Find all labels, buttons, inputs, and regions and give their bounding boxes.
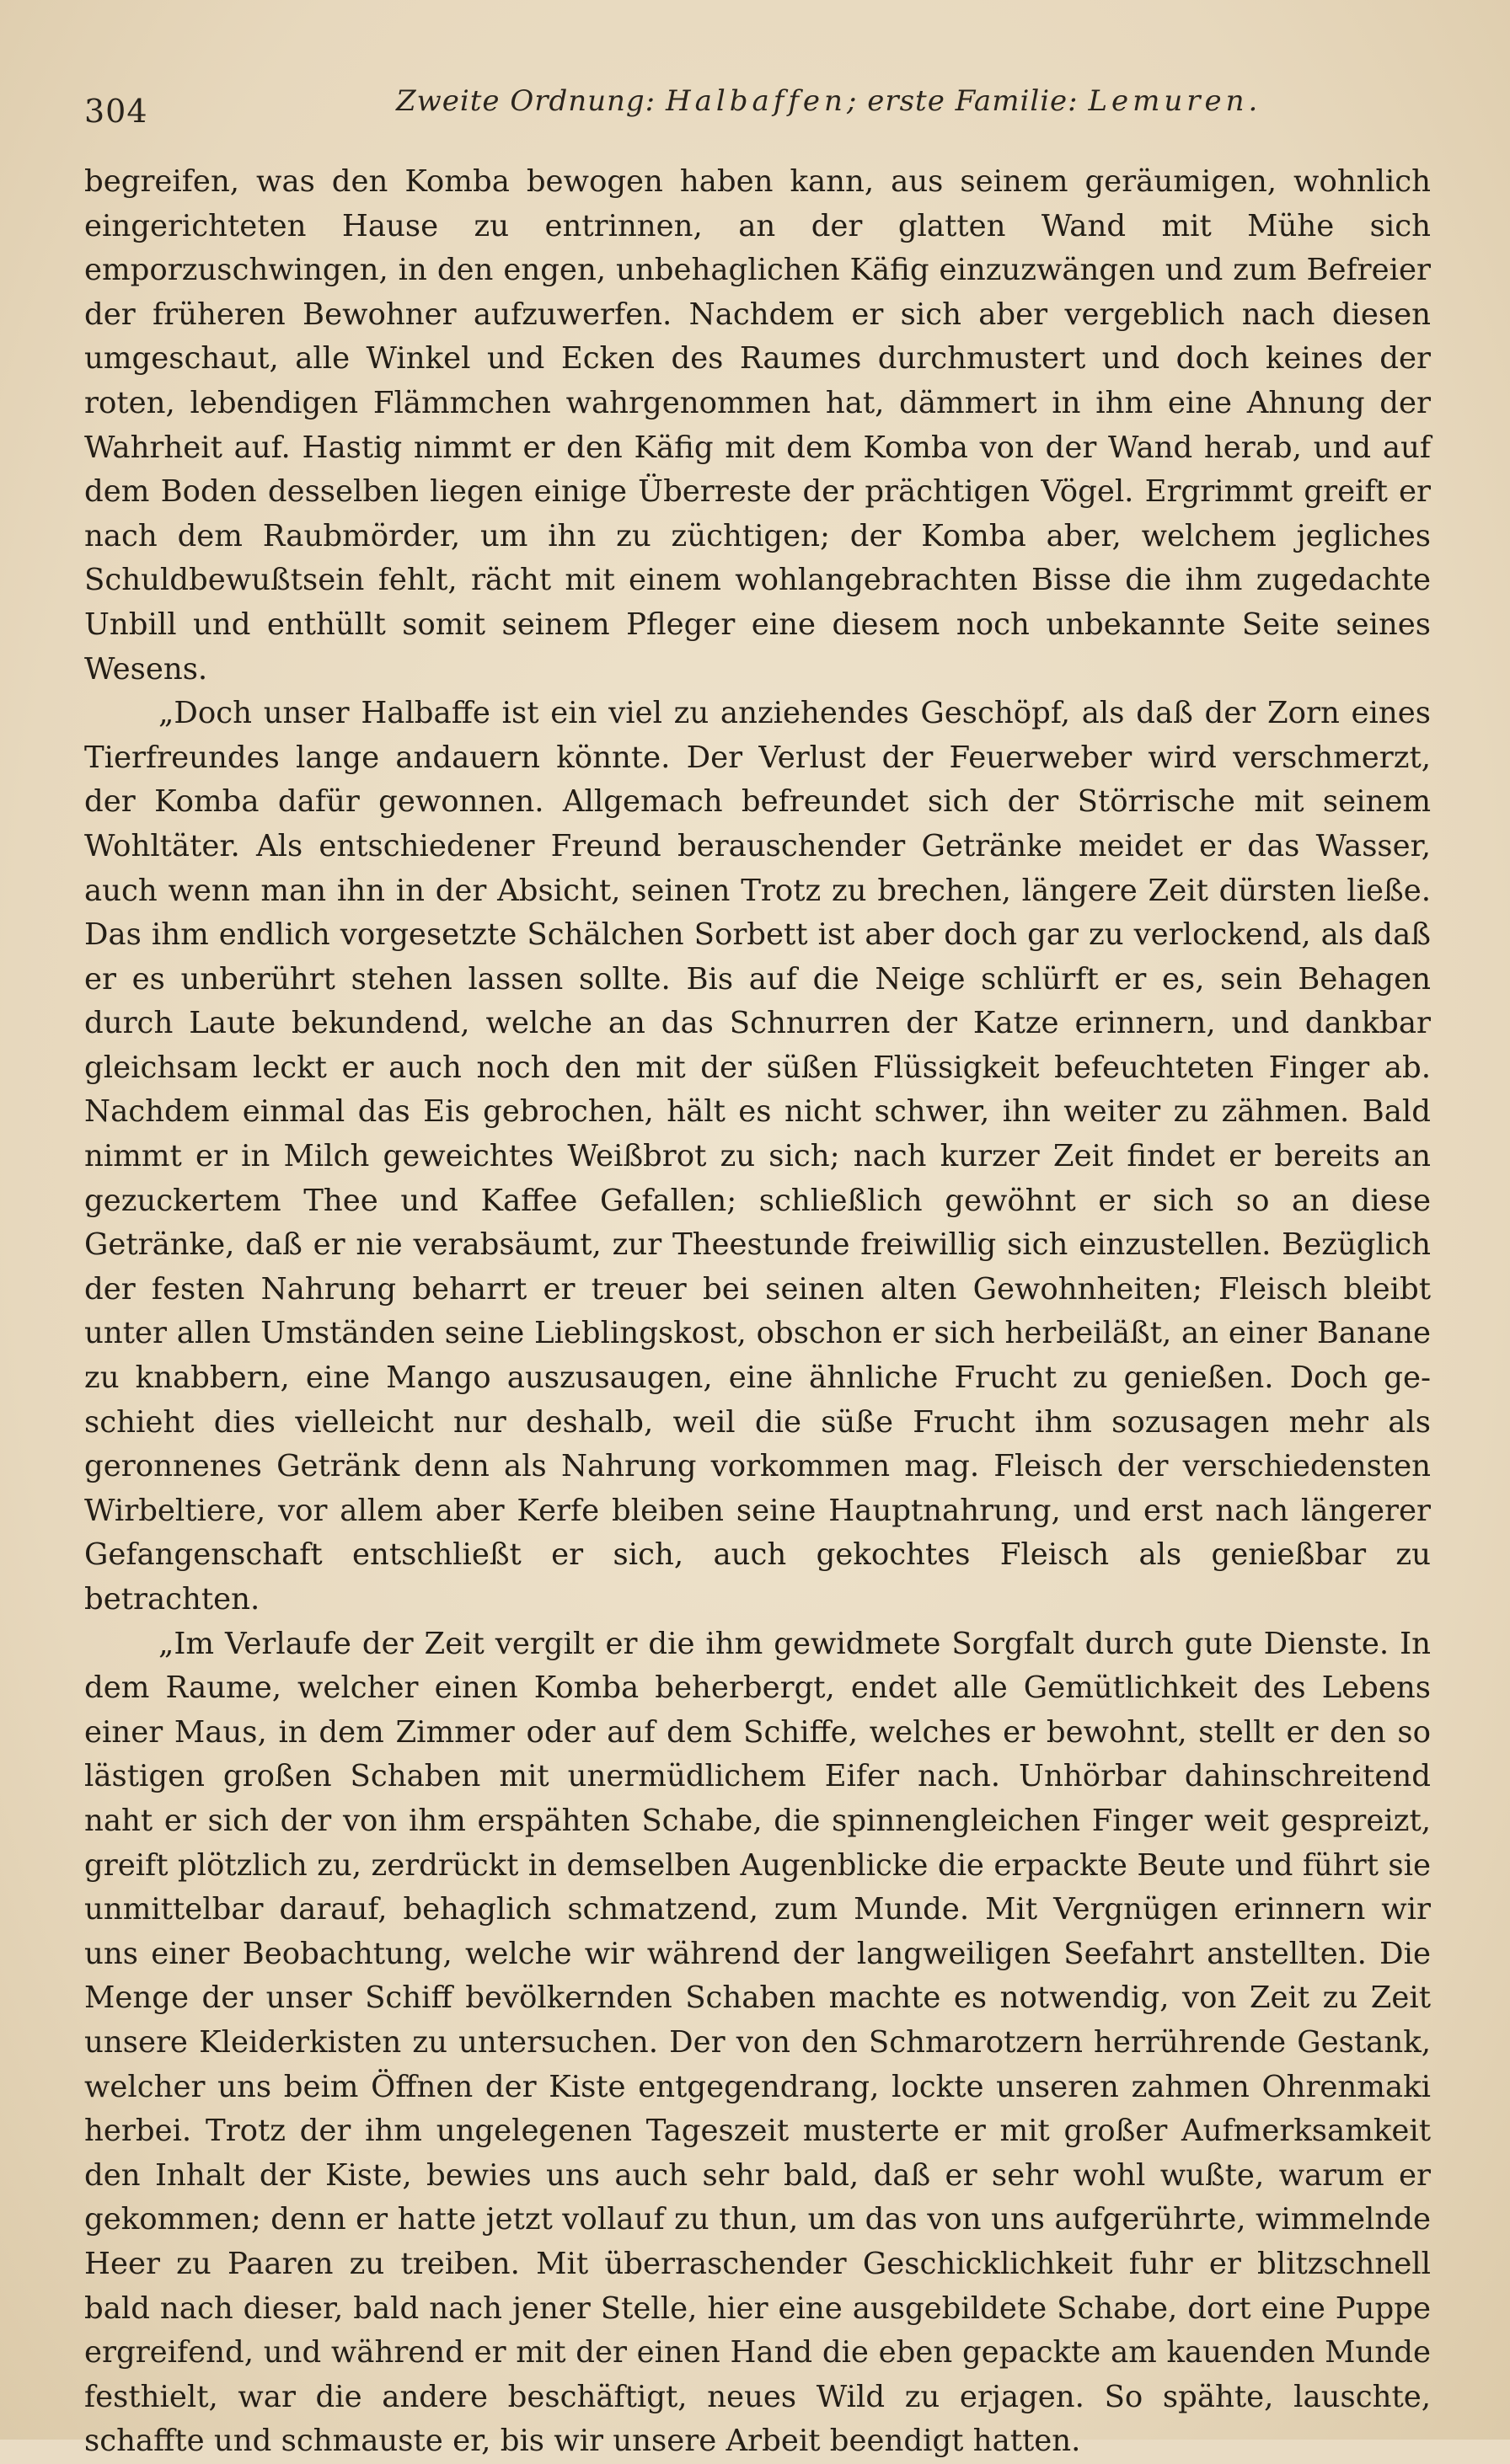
paragraph: „Im Verlaufe der Zeit vergilt er die ihm gewidmete Sorgfalt durch gute Dienste. In dem Raume, welcher einen Komba beherbergt, endet alle Gemütlichkeit des Lebens einer Maus, in dem Zimmer oder auf dem Schiffe, welches er bewohnt, stellt er den so lästigen großen Schaben mit unermüdlichem Eifer nach. Unhörbar dahinschreitend naht er sich der von ihm erspähten Schabe, die spinnengleichen Finger weit gespreizt, greift plötzlich zu, zerdrückt in demselben Augenblicke die erpackte Beute und führt sie unmittelbar darauf, behaglich schmatzend, zum Munde. Mit Vergnügen erinnern wir uns einer Beobachtung, welche wir während der langweiligen Seefahrt anstellten. Die Menge der unser Schiff bevölkernden Schaben machte es notwendig, von Zeit zu Zeit unsere Kleiderkisten zu untersuchen. Der von den Schmarotzern herrührende Gestank, welcher uns beim Öffnen der Kiste entgegendrang, lockte unseren zahmen Ohrenmaki herbei. Trotz der ihm ungelegenen Tageszeit musterte er mit großer Aufmerksamkeit den Inhalt der Kiste, bewies uns auch sehr bald, daß er sehr wohl wußte, warum er gekommen; denn er hatte jetzt vollauf zu thun, um das von uns aufgerührte, wimmelnde Heer zu Paaren zu treiben. Mit überraschender Geschicklichkeit fuhr er blitzschnell bald nach dieser, bald nach jener Stelle, hier eine ausgebildete Schabe, dort eine Puppe ergreifend, und während er mit der einen Hand die eben gepackte am kauenden Munde festhielt, war die andere beschäftigt, neues Wild zu erjagen. So spähte, lauschte, schaffte und schmauste er, bis wir unsere Arbeit beendigt hatten. [84, 1626, 1431, 2459]
paragraph-continued: begreifen, was den Komba bewogen haben kann, aus seinem geräumigen, wohnlich eingerichteten Hause zu entrinnen, an der glatten Wand mit Mühe sich emporzuschwingen, in den engen, unbehaglichen Käfig einzuzwängen und zum Befreier der früheren Bewohner aufzuwerfen. Nachdem er sich aber vergeblich nach diesen umgeschaut, alle Winkel und Ecken des Raumes durchmustert und doch keines der roten, lebendigen Flämmchen wahrgenommen hat, dämmert in ihm eine Ahnung der Wahrheit auf. Hastig nimmt er den Käfig mit dem Komba von der Wand herab, und auf dem Boden desselben liegen einige Überreste der prächtigen Vögel. Ergrimmt greift er nach dem Raubmörder, um ihn zu züchtigen; der Komba aber, welchem jegliches Schuldbewußtsein fehlt, rächt mit einem wohlangebrachten Bisse die ihm zugedachte Unbill und enthüllt somit seinem Pfleger eine diesem noch unbekannte Seite seines Wesens. [84, 164, 1431, 687]
running-head-order-label: Zweite Ordnung: [396, 84, 666, 118]
running-head [396, 84, 1261, 118]
running-head-family-label: ; erste Familie: [846, 84, 1089, 118]
body-text [84, 160, 1431, 2464]
running-head-family: Lemuren. [1088, 84, 1262, 118]
running-head-order: Halbaffen [665, 84, 847, 118]
paragraph: „Doch unser Halbaffe ist ein viel zu anziehendes Geschöpf, als daß der Zorn eines Tierfreundes lange andauern könnte. Der Verlust der Feuerweber wird verschmerzt, der Komba dafür gewonnen. Allgemach befreundet sich der Störrische mit seinem Wohltäter. Als entschiedener Freund berauschender Getränke meidet er das Wasser, auch wenn man ihn in der Absicht, seinen Trotz zu brechen, längere Zeit dürsten ließe. Das ihm endlich vorgesetzte Schälchen Sorbett ist aber doch gar zu verlockend, als daß er es unberührt stehen lassen sollte. Bis auf die Neige schlürft er es, sein Behagen durch Laute bekundend, welche an das Schnurren der Katze erinnern, und dankbar gleichsam leckt er auch noch den mit der süßen Flüssigkeit befeuchteten Finger ab. Nachdem einmal das Eis gebrochen, hält es nicht schwer, ihn weiter zu zähmen. Bald nimmt er in Milch geweichtes Weißbrot zu sich; nach kurzer Zeit findet er bereits an gezuckertem Thee und Kaffee Gefallen; schließlich gewöhnt er sich so an diese Getränke, daß er nie verabsäumt, zur Theestunde freiwillig sich einzustellen. Bezüglich der festen Nahrung beharrt er treuer bei seinen alten Gewohnheiten; Fleisch bleibt unter allen Umständen seine Lieblingskost, obschon er sich herbeiläßt, an einer Banane zu knabbern, eine Mango auszusaugen, eine ähnliche Frucht zu genießen. Doch geschieht dies vielleicht nur deshalb, weil die süße Frucht ihm sozusagen mehr als geronnenes Getränk denn als Nahrung vorkommen mag. Fleisch der verschiedensten Wirbeltiere, vor allem aber Kerfe bleiben seine Hauptnahrung, und erst nach längerer Gefangenschaft entschließt er sich, auch gekochtes Fleisch als genießbar zu betrachten. [84, 696, 1431, 1617]
page-header [84, 78, 1430, 128]
page-number: 304 [84, 93, 148, 130]
